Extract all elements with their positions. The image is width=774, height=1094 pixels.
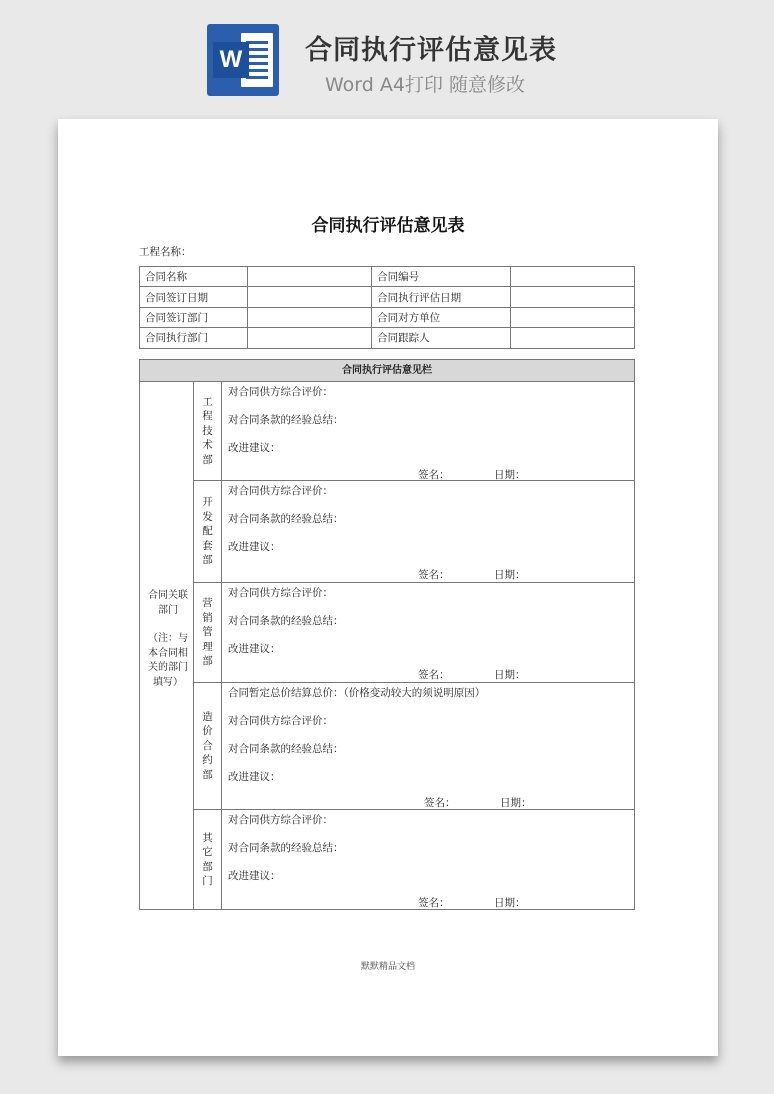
info-value-cell bbox=[511, 267, 635, 287]
info-value-cell bbox=[511, 287, 635, 307]
project-name-label: 工程名称： bbox=[139, 246, 192, 258]
word-icon-letter: W bbox=[213, 42, 249, 78]
date-label: 日期： bbox=[494, 897, 526, 909]
evaluation-line: 合同暂定总价结算总价：（价格变动较大的须说明原因） bbox=[228, 687, 486, 699]
related-departments-column bbox=[140, 382, 194, 909]
department-name: 造价合约部 bbox=[194, 683, 222, 809]
group-label: 合同关联部门 bbox=[148, 590, 188, 616]
department-name: 其它部门 bbox=[194, 810, 222, 909]
header-banner bbox=[0, 0, 774, 118]
info-value-cell bbox=[248, 307, 372, 327]
evaluation-line: 改进建议： bbox=[228, 643, 281, 655]
evaluation-line: 对合同供方综合评价： bbox=[228, 814, 333, 826]
date-label: 日期： bbox=[494, 469, 526, 481]
document-page bbox=[58, 119, 718, 1056]
signature-label: 签名： bbox=[424, 797, 456, 809]
evaluation-line: 对合同条款的经验总结： bbox=[228, 513, 344, 525]
opinion-section-header: 合同执行评估意见栏 bbox=[140, 360, 634, 382]
evaluation-line: 改进建议： bbox=[228, 771, 281, 783]
signature-label: 签名： bbox=[418, 897, 450, 909]
department-name: 工程技术部 bbox=[194, 382, 222, 480]
evaluation-line: 对合同条款的经验总结： bbox=[228, 414, 344, 426]
footer-note: 默默精品文档 bbox=[360, 962, 415, 972]
evaluation-line: 改进建议： bbox=[228, 541, 281, 553]
date-label: 日期： bbox=[500, 797, 532, 809]
date-label: 日期： bbox=[494, 569, 526, 581]
evaluation-line: 对合同供方综合评价： bbox=[228, 587, 333, 599]
evaluation-line: 对合同条款的经验总结： bbox=[228, 743, 344, 755]
evaluation-line: 对合同条款的经验总结： bbox=[228, 615, 344, 627]
evaluation-line: 对合同条款的经验总结： bbox=[228, 842, 344, 854]
evaluation-line: 改进建议： bbox=[228, 870, 281, 882]
info-label: 合同执行部门 bbox=[140, 328, 248, 348]
info-label: 合同执行评估日期 bbox=[372, 287, 511, 307]
document-title: 合同执行评估意见表 bbox=[311, 216, 465, 236]
department-block-other bbox=[194, 810, 634, 909]
related-departments-label bbox=[146, 589, 190, 690]
evaluation-line: 对合同供方综合评价： bbox=[228, 485, 333, 497]
department-block-engineering bbox=[194, 382, 634, 481]
info-label: 合同对方单位 bbox=[372, 307, 511, 327]
signature-label: 签名： bbox=[418, 669, 450, 681]
evaluation-line: 对合同供方综合评价： bbox=[228, 715, 333, 727]
department-name: 营销管理部 bbox=[194, 583, 222, 682]
date-label: 日期： bbox=[494, 669, 526, 681]
banner-title: 合同执行评估意见表 bbox=[305, 35, 557, 66]
signature-label: 签名： bbox=[418, 469, 450, 481]
info-label: 合同跟踪人 bbox=[372, 328, 511, 348]
info-value-cell bbox=[248, 267, 372, 287]
info-value-cell bbox=[248, 287, 372, 307]
evaluation-line: 改进建议： bbox=[228, 442, 281, 454]
banner-subtitle: Word A4打印 随意修改 bbox=[325, 74, 526, 96]
group-note: （注：与本合同相关的部门填写） bbox=[148, 633, 188, 688]
table-row bbox=[140, 307, 635, 327]
info-label: 合同签订日期 bbox=[140, 287, 248, 307]
department-block-development bbox=[194, 481, 634, 583]
department-block-cost-contract bbox=[194, 683, 634, 810]
info-value-cell bbox=[511, 328, 635, 348]
info-label: 合同签订部门 bbox=[140, 307, 248, 327]
contract-info-table bbox=[139, 266, 635, 349]
table-row bbox=[140, 267, 635, 287]
opinion-section bbox=[139, 359, 635, 910]
table-row bbox=[140, 287, 635, 307]
department-block-marketing bbox=[194, 583, 634, 683]
signature-label: 签名： bbox=[418, 569, 450, 581]
info-label: 合同名称 bbox=[140, 267, 248, 287]
info-label: 合同编号 bbox=[372, 267, 511, 287]
info-value-cell bbox=[248, 328, 372, 348]
word-icon bbox=[207, 24, 279, 96]
info-value-cell bbox=[511, 307, 635, 327]
evaluation-line: 对合同供方综合评价： bbox=[228, 386, 333, 398]
table-row bbox=[140, 328, 635, 348]
department-name: 开发配套部 bbox=[194, 481, 222, 582]
